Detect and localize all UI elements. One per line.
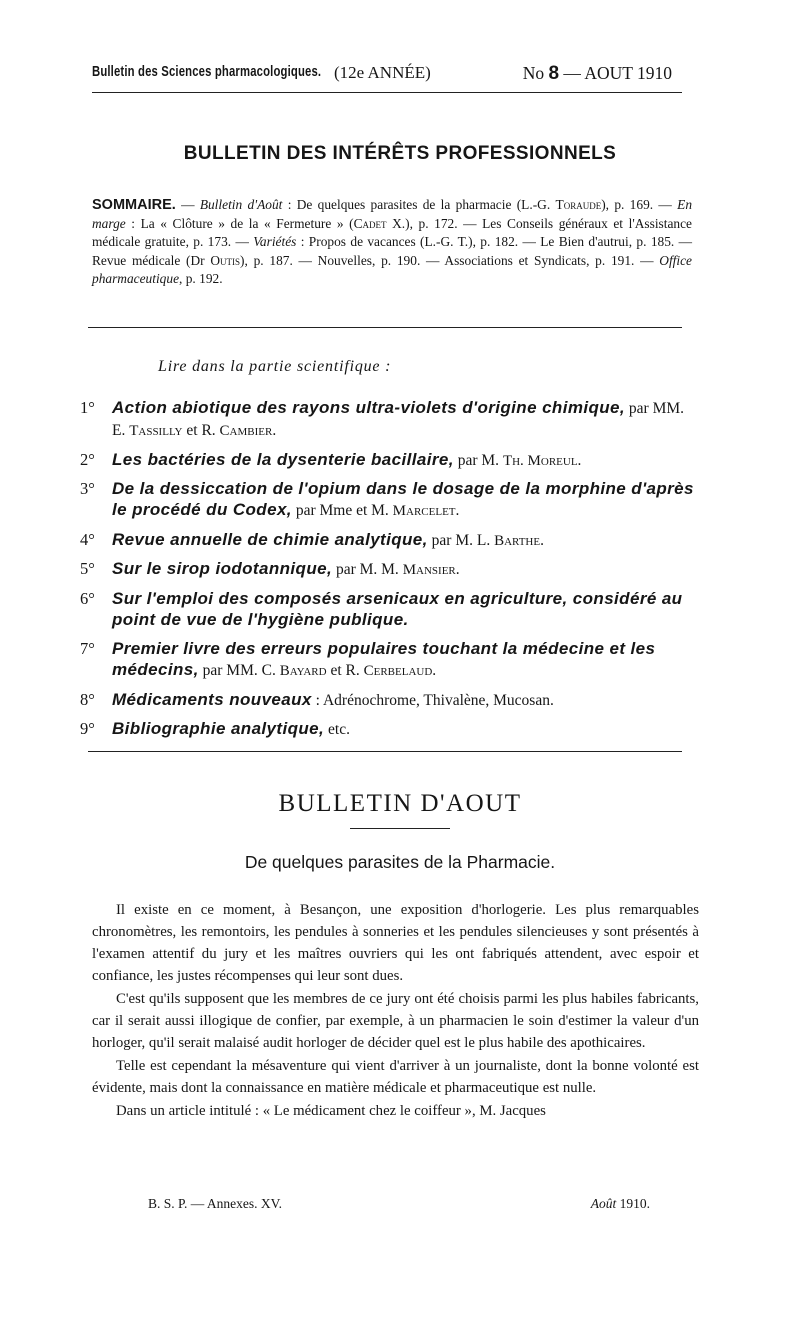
list-item bbox=[80, 397, 695, 442]
issue-date: — AOUT 1910 bbox=[563, 63, 672, 83]
footer-signature: B. S. P. — Annexes. XV. bbox=[148, 1196, 283, 1211]
list-item bbox=[80, 638, 695, 682]
sommaire-text: Variétés bbox=[253, 234, 297, 250]
item-number: 8° bbox=[80, 689, 95, 709]
article-title: Sur le sirop iodotannique, bbox=[112, 559, 333, 578]
issue-prefix: No bbox=[522, 63, 545, 83]
main-title: BULLETIN DES INTÉRÊTS PROFESSIONNELS bbox=[183, 143, 617, 164]
list-item bbox=[80, 558, 695, 581]
author-name: Cambier bbox=[219, 423, 273, 439]
item-number: 9° bbox=[80, 719, 95, 738]
paragraph: C'est qu'ils supposent que les membres de ce jury ont été choisis parmi les plus habiles fabricants, car il serait aussi illogique de confier, par exemple, à un pharmacien le soin d'estimer la valeur d'un horloger, qu'il serait malaisé audit horloger de décider quel est le plus habile des apothicaires. bbox=[92, 991, 699, 1051]
author-name: Marcelet bbox=[392, 503, 456, 519]
list-item bbox=[80, 529, 695, 552]
author-name: Th. Moreul bbox=[502, 452, 578, 469]
article-title: Action abiotique des rayons ultra-violets d'origine chimique, bbox=[112, 398, 626, 417]
sommaire-text: : De quelques parasites de la pharmacie (L.-G. bbox=[282, 197, 556, 212]
article-byline: . bbox=[272, 422, 277, 439]
item-number: 1° bbox=[80, 398, 95, 417]
divider bbox=[88, 327, 682, 328]
author-name: Tassilly bbox=[129, 423, 183, 439]
article-byline: . bbox=[455, 561, 460, 578]
section-title: BULLETIN D'AOUT bbox=[278, 790, 522, 817]
article-title: Revue annuelle de chimie analytique, bbox=[112, 529, 428, 549]
article-byline: par M. M. bbox=[332, 561, 403, 578]
article-title: Médicaments nouveaux bbox=[112, 689, 312, 709]
article-byline: par Mme et M. bbox=[291, 502, 393, 519]
list-item bbox=[80, 689, 695, 712]
article-byline: par M. bbox=[453, 451, 503, 469]
sommaire-text: : Propos de vacances (L.-G. T.), p. 182. — Le Bien d'autrui, p. 185. — Revue médicale (Dr bbox=[92, 234, 692, 268]
page-footer bbox=[92, 1196, 652, 1216]
article-title: Sur l'emploi des composés arsenicaux en agriculture, considéré au point de vue de l'hygiène publique. bbox=[112, 588, 683, 629]
article-byline: . bbox=[455, 502, 460, 519]
article-byline: par MM. C. bbox=[198, 662, 280, 679]
sommaire-text: — bbox=[175, 197, 200, 212]
item-number: 7° bbox=[80, 639, 95, 658]
list-item bbox=[80, 449, 695, 472]
article-byline: par M. L. bbox=[427, 531, 495, 549]
sommaire-text: , p. 192. bbox=[179, 271, 223, 287]
list-item bbox=[80, 718, 695, 741]
divider bbox=[88, 751, 682, 752]
article-byline: et R. bbox=[182, 422, 220, 439]
item-number: 3° bbox=[80, 479, 95, 498]
sommaire-text: En marge bbox=[92, 197, 693, 231]
issue-number: 8 bbox=[548, 63, 560, 84]
item-number: 6° bbox=[80, 588, 95, 608]
author-name: Toraude bbox=[555, 197, 602, 212]
sommaire-text: ), p. 187. — Nouvelles, p. 190. — Associations et Syndicats, p. 191. — bbox=[240, 252, 660, 268]
journal-name: Bulletin des Sciences pharmacologiques. bbox=[92, 64, 322, 80]
item-number: 2° bbox=[80, 449, 95, 469]
running-header bbox=[92, 64, 682, 93]
item-number: 5° bbox=[80, 559, 95, 578]
item-number: 4° bbox=[80, 529, 95, 549]
scientific-contents-list bbox=[80, 397, 695, 748]
article-byline: etc. bbox=[324, 721, 350, 738]
footer-date bbox=[591, 1196, 650, 1212]
author-name: Mansier bbox=[402, 562, 456, 578]
article-byline: . bbox=[577, 451, 582, 469]
author-name: Bayard bbox=[279, 663, 327, 679]
sommaire-text: X.), p. 172. — Les Conseils généraux et l'Assistance médicale gratuite, p. 173. — bbox=[92, 215, 692, 250]
paragraph: Dans un article intitulé : « Le médicament chez le coiffeur », M. Jacques bbox=[116, 1103, 546, 1119]
article-byline: par MM. E. bbox=[112, 400, 685, 439]
sommaire-text: Bulletin d'Août bbox=[199, 197, 283, 212]
footer-month: Août bbox=[590, 1196, 617, 1211]
title-underline bbox=[350, 828, 450, 829]
sommaire-text: : La « Clôture » de la « Fermeture » ( bbox=[125, 215, 354, 231]
sommaire-text: Office pharmaceutique bbox=[92, 252, 692, 287]
article-title: Bibliographie analytique, bbox=[112, 719, 325, 738]
article-byline: : Adrénochrome, Thivalène, Mucosan. bbox=[311, 691, 554, 709]
list-item bbox=[80, 588, 695, 632]
volume-year: (12e ANNÉE) bbox=[334, 63, 431, 82]
author-name: Outis bbox=[210, 252, 241, 268]
sommaire-block bbox=[92, 196, 692, 289]
list-item bbox=[80, 478, 695, 522]
author-name: Barthe bbox=[494, 532, 541, 549]
article-byline: et R. bbox=[326, 662, 364, 679]
author-name: Cadet bbox=[353, 215, 387, 231]
paragraph: Telle est cependant la mésaventure qui vient d'arriver à un journaliste, dont la bonne volonté est évidente, mais dont la connaissance en matière médicale et pharmaceutique est nulle. bbox=[92, 1058, 699, 1096]
article-body bbox=[92, 899, 699, 1123]
footer-year: 1910. bbox=[616, 1196, 650, 1211]
article-title: Les bactéries de la dysenterie bacillaire, bbox=[112, 449, 454, 469]
sommaire-label: SOMMAIRE. bbox=[92, 197, 176, 213]
article-byline: . bbox=[540, 531, 544, 549]
lire-heading: Lire dans la partie scientifique : bbox=[158, 358, 392, 375]
article-title: Premier livre des erreurs populaires touchant la médecine et les médecins, bbox=[112, 639, 656, 679]
article-byline: . bbox=[432, 662, 437, 679]
author-name: Cerbelaud bbox=[363, 663, 433, 679]
article-heading: De quelques parasites de la Pharmacie. bbox=[244, 852, 556, 872]
issue-info bbox=[523, 63, 672, 85]
paragraph: Il existe en ce moment, à Besançon, une exposition d'horlogerie. Les plus remarquables chronomètres, les remontoirs, les pendules à sonneries et les pendules silencieuses y sont présentés à l'examen attentif du jury et les maîtres ouvriers qui les ont fabriqués attendent, avec espoir et confiance, les justes récompenses qui leur sont dues. bbox=[92, 902, 699, 984]
sommaire-text: ), p. 169. — bbox=[601, 197, 678, 212]
article-title: De la dessiccation de l'opium dans le dosage de la morphine d'après le procédé du Codex, bbox=[112, 479, 694, 519]
